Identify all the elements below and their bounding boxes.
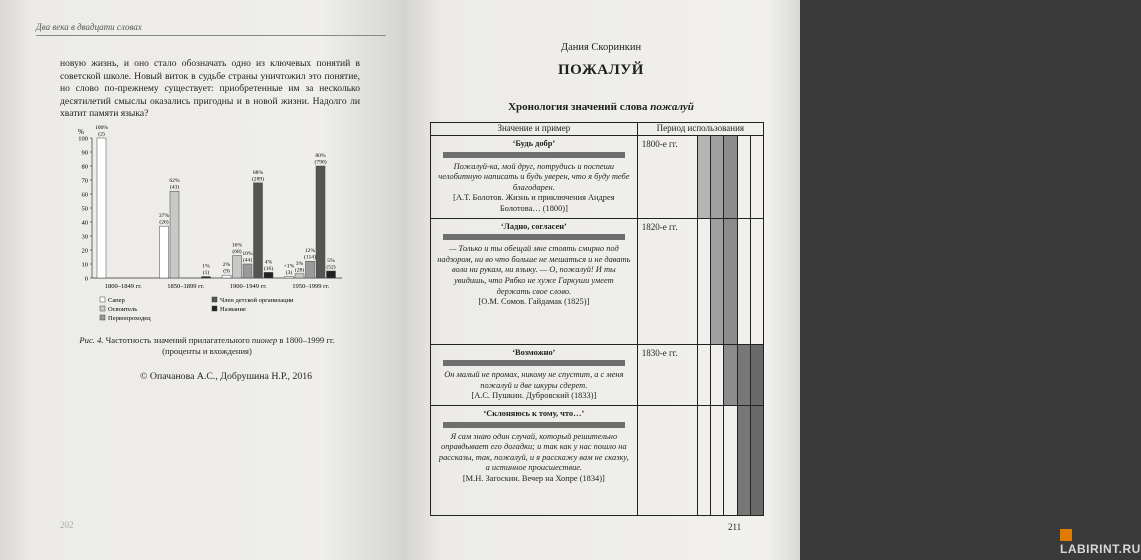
bar bbox=[306, 261, 315, 278]
table-row bbox=[431, 136, 764, 219]
meaning-example: Я сам знаю один случай, который решительно оправдывает его догадки; и так как у нас пошло на рассказы, так, пожалуй, и я расскажу вам не сказку, а истинное происшествие. bbox=[438, 431, 629, 473]
legend-entry: Освоитель bbox=[108, 306, 138, 313]
bar bbox=[327, 271, 336, 278]
data-label: <1% bbox=[283, 263, 295, 270]
chronology-table bbox=[430, 122, 764, 516]
running-head: Два века в двадцати словах bbox=[36, 22, 386, 36]
y-tick-label: 100 bbox=[78, 135, 88, 143]
period-band bbox=[724, 344, 737, 405]
meaning-source: [М.Н. Загоскин. Вечер на Хопре (1834)] bbox=[462, 473, 605, 483]
bar bbox=[243, 264, 252, 278]
meaning-head: ‘Ладно, согласен’ bbox=[500, 221, 567, 231]
data-label: (68) bbox=[232, 249, 242, 256]
meaning-head: ‘Возможно’ bbox=[512, 347, 556, 357]
period-band bbox=[697, 344, 710, 405]
meaning-source: [А.Т. Болотов. Жизнь и приключения Андрея Болотова… (1800)] bbox=[453, 193, 615, 213]
data-label: 3% bbox=[295, 260, 304, 267]
meaning-example: Пожалуй-ка, мой друг, потрудись и поспеши челобитную написать и будь уверен, что я буду тебе благодарен. bbox=[438, 161, 630, 192]
y-tick-label: 10 bbox=[81, 261, 88, 269]
y-tick-label: 20 bbox=[81, 247, 88, 255]
y-tick-label: 30 bbox=[81, 233, 88, 241]
watermark-logo-icon bbox=[1060, 529, 1072, 541]
meaning-source: [А.С. Пушкин. Дубровский (1833)] bbox=[471, 391, 597, 401]
x-tick-label: 1950–1999 гг. bbox=[292, 283, 330, 290]
bar bbox=[160, 226, 169, 278]
x-tick-label: 1850–1899 гг. bbox=[167, 283, 205, 290]
bar bbox=[202, 277, 211, 278]
data-label: (2) bbox=[98, 131, 105, 138]
bar bbox=[233, 256, 242, 278]
caption-label: Рис. 4. bbox=[79, 335, 104, 345]
data-label: (114) bbox=[304, 254, 316, 261]
y-tick-label: 60 bbox=[81, 191, 88, 199]
period-band bbox=[697, 405, 710, 515]
period-band bbox=[697, 136, 710, 219]
period-band bbox=[750, 344, 763, 405]
chapter-title: ПОЖАЛУЙ bbox=[558, 62, 644, 78]
period-band bbox=[711, 136, 724, 219]
watermark-text: LABIRINT.RU bbox=[1060, 542, 1141, 556]
y-tick-label: 90 bbox=[81, 149, 88, 157]
data-label: 68% bbox=[252, 169, 264, 176]
period-cell bbox=[637, 405, 697, 515]
data-label: (9) bbox=[223, 268, 230, 275]
data-label: (26) bbox=[159, 219, 169, 226]
table-row bbox=[431, 405, 764, 515]
meaning-example: Он малый не промах, никому не спустит, а с меня пожалуй и две шкуры сдерет. bbox=[444, 370, 624, 390]
caption-text: Частотность значений прилагательного bbox=[103, 335, 252, 345]
period-band bbox=[737, 405, 750, 515]
data-label: 10% bbox=[242, 251, 253, 257]
period-band bbox=[737, 344, 750, 405]
period-band bbox=[711, 218, 724, 344]
bar bbox=[285, 277, 294, 278]
data-label: (3) bbox=[285, 270, 293, 277]
left-page-number: 202 bbox=[60, 520, 74, 530]
y-tick-label: 80 bbox=[81, 163, 88, 171]
author-name: Дания Скоринкин bbox=[560, 42, 642, 53]
data-label: 4% bbox=[264, 259, 273, 266]
period-band bbox=[737, 218, 750, 344]
table-row bbox=[431, 344, 764, 405]
data-label: (790) bbox=[314, 159, 327, 166]
figure-caption bbox=[62, 335, 352, 357]
period-cell: 1830-е гг. bbox=[637, 344, 697, 405]
y-tick-label: 0 bbox=[84, 275, 88, 283]
bar bbox=[222, 275, 231, 278]
table-title bbox=[402, 101, 800, 113]
data-label: 5% bbox=[327, 258, 335, 264]
meaning-source: [О.М. Сомов. Гайдамак (1825)] bbox=[478, 297, 590, 307]
data-label: (16) bbox=[263, 265, 274, 272]
meaning-head: ‘Будь добр’ bbox=[512, 139, 556, 148]
bar bbox=[295, 274, 304, 278]
watermark bbox=[1060, 528, 1141, 556]
y-tick-label: 40 bbox=[81, 219, 88, 227]
legend-entry: Название bbox=[220, 306, 246, 313]
legend-entry: Первопроходец bbox=[108, 315, 151, 322]
table-row bbox=[431, 218, 764, 344]
legend-swatch bbox=[212, 306, 217, 311]
legend-swatch bbox=[100, 306, 105, 311]
chart-svg bbox=[62, 125, 352, 328]
data-label: (1) bbox=[202, 270, 210, 277]
period-band bbox=[750, 218, 763, 344]
data-label: 2% bbox=[222, 262, 231, 269]
y-axis-label: % bbox=[78, 128, 84, 136]
table-title-word: пожалуй bbox=[650, 101, 694, 113]
caption-tail: в 1800–1999 гг. (проценты и вхождения) bbox=[162, 335, 335, 356]
copyright: © Опачанова А.С., Добрушина Н.Р., 2016 bbox=[140, 371, 313, 382]
meaning-cell bbox=[431, 136, 638, 219]
meaning-cell bbox=[431, 218, 638, 344]
data-label: 12% bbox=[304, 248, 316, 255]
data-label: 16% bbox=[231, 242, 243, 249]
meaning-bar bbox=[443, 360, 625, 366]
right-page bbox=[402, 0, 1141, 560]
data-label: (43) bbox=[169, 184, 180, 191]
y-tick-label: 50 bbox=[81, 205, 88, 213]
period-band bbox=[724, 136, 737, 219]
period-cell: 1820-е гг. bbox=[637, 218, 697, 344]
legend-swatch bbox=[100, 315, 105, 320]
data-label: 62% bbox=[169, 178, 180, 185]
period-band bbox=[697, 218, 710, 344]
meaning-bar bbox=[443, 234, 625, 240]
bar bbox=[170, 191, 179, 278]
legend-swatch bbox=[212, 297, 217, 302]
data-label: (52) bbox=[326, 264, 336, 271]
x-tick-label: 1800–1849 гг. bbox=[104, 283, 142, 290]
data-label: (28) bbox=[294, 267, 305, 274]
left-page bbox=[0, 0, 402, 560]
legend-entry: Сапер bbox=[108, 297, 125, 304]
period-band bbox=[711, 344, 724, 405]
meaning-bar bbox=[443, 152, 625, 158]
table-header-row bbox=[431, 123, 764, 136]
legend-entry: Член детской организации bbox=[220, 297, 294, 304]
body-text: новую жизнь, и оно стало обозначать одно из ключевых понятий в советской школе. Новый виток в судьбе страны уничтожил это понятие, но слово по-прежнему существует: приобретенные им за несколько десятилетий смыслы оказались пригодны и в новой жизни. Надолго ли хватит памяти языка? bbox=[60, 58, 360, 120]
x-tick-label: 1900–1949 гг. bbox=[229, 283, 267, 290]
data-label: 100% bbox=[94, 125, 109, 131]
period-band bbox=[724, 405, 737, 515]
y-tick-label: 70 bbox=[81, 177, 88, 185]
table-title-main: Хронология значений слова bbox=[508, 101, 651, 113]
col-period-header: Период использования bbox=[637, 123, 763, 136]
meaning-example: — Только и ты обещай мне стоять смирно под надзором, ни во что больше не мешаться и не давать воли ни рукам, ни языку. — О, пожалуй! И ты увидишь, что Рябко не хуже Гаркуши умеет держать свое слово. bbox=[437, 244, 631, 296]
period-band bbox=[737, 136, 750, 219]
period-band bbox=[750, 136, 763, 219]
data-label: 1% bbox=[202, 263, 210, 270]
col-meaning-header: Значение и пример bbox=[431, 123, 638, 136]
meaning-bar bbox=[443, 422, 625, 428]
right-page-number: 211 bbox=[728, 522, 742, 532]
bar bbox=[264, 272, 273, 278]
bar bbox=[254, 183, 263, 278]
data-label: (289) bbox=[251, 176, 265, 183]
bar bbox=[316, 166, 325, 278]
frequency-chart bbox=[62, 125, 352, 328]
meaning-head: ‘Склоняюсь к тому, что…’ bbox=[483, 408, 585, 418]
legend-swatch bbox=[100, 297, 105, 302]
data-label: 80% bbox=[315, 153, 326, 159]
period-band bbox=[724, 218, 737, 344]
data-label: 37% bbox=[158, 213, 170, 220]
meaning-cell bbox=[431, 405, 638, 515]
caption-word: пионер bbox=[251, 335, 278, 345]
period-band bbox=[711, 405, 724, 515]
period-band bbox=[750, 405, 763, 515]
meaning-cell bbox=[431, 344, 638, 405]
data-label: (44) bbox=[242, 257, 253, 264]
period-cell: 1800-е гг. bbox=[637, 136, 697, 219]
bar bbox=[97, 138, 106, 278]
